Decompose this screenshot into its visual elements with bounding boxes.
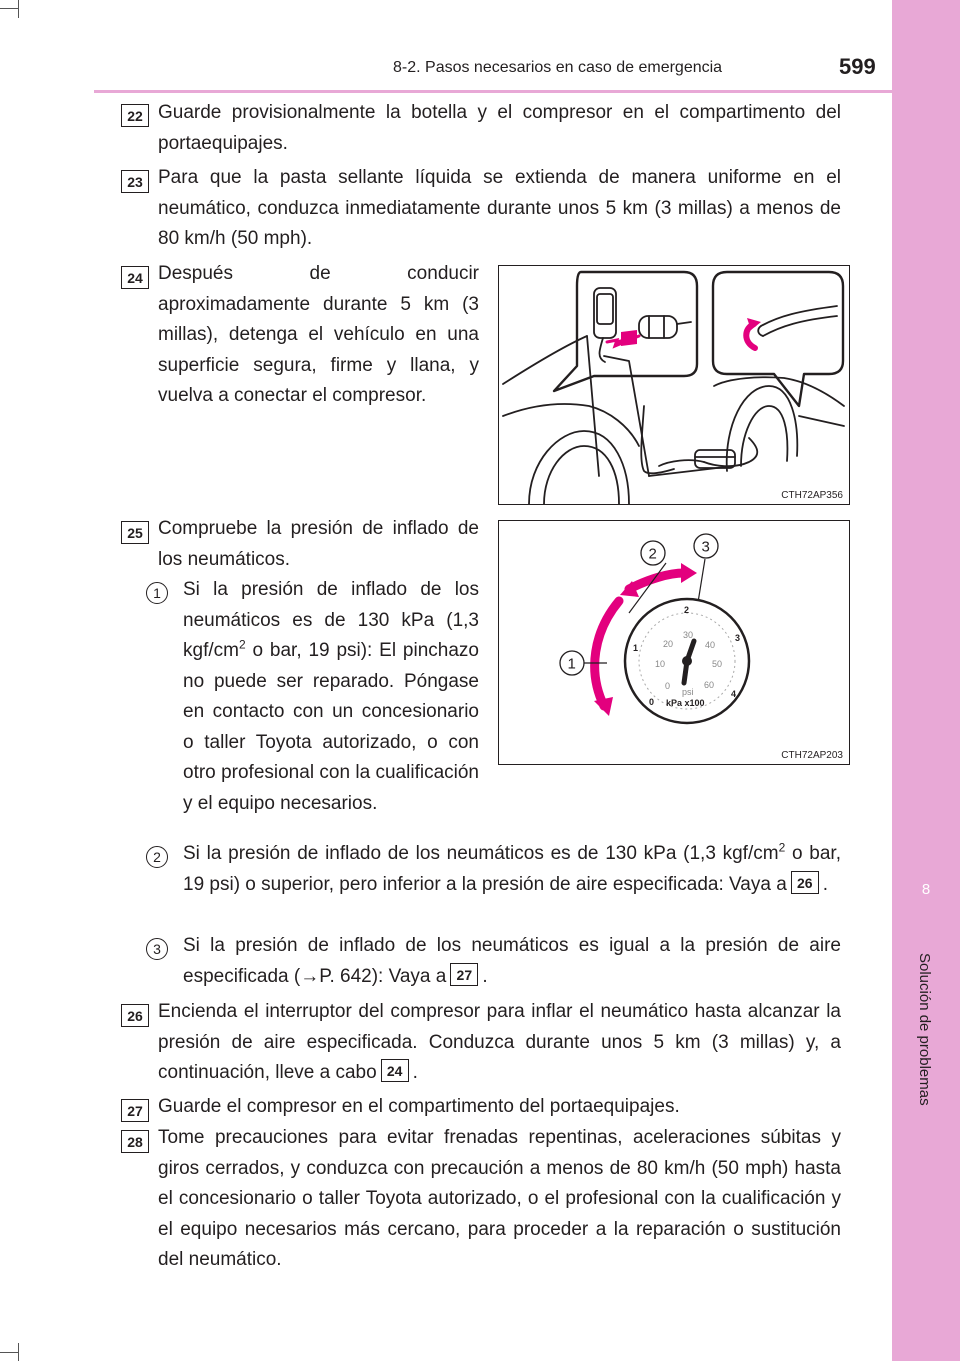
sub-step-1-text [183, 575, 479, 819]
pressure-gauge-illustration [499, 521, 849, 764]
step-badge-27: 27 [121, 1099, 149, 1122]
gauge-unit-kpa: kPa x100 [666, 698, 705, 708]
sub-step-2-text-a: Si la presión de inflado de los neumáticos es de 130 kPa (1,3 kgf/cm [183, 843, 779, 864]
sub-step-2-text-b: o bar, 19 psi) o superior, pero inferior a la presión de aire especificada: Vaya a [183, 843, 841, 895]
sub-step-number-2: 2 [146, 846, 168, 868]
callout-1: 1 [567, 655, 576, 673]
figure-compressor-connection [498, 265, 850, 505]
gauge-outer-label: 3 [735, 633, 741, 643]
superscript: 2 [238, 637, 246, 652]
step-reference-26[interactable]: 26 [791, 871, 819, 894]
chapter-number: 8 [921, 881, 931, 898]
step-27-text: Guarde el compresor en el compartimento del portaequipajes. [158, 1096, 680, 1117]
step-24-text: Después de conducir aproximadamente durante 5 km (3 millas), detenga el vehículo en una superficie segura, firme y llana, y vuelva a conectar el compresor. [158, 263, 479, 406]
gauge-inner-label: 0 [665, 681, 671, 691]
sub-step-3-text-c: . [482, 965, 488, 987]
crop-mark [18, 0, 19, 18]
gauge-outer-label: 4 [731, 689, 737, 699]
gauge-inner-label: 40 [705, 640, 716, 650]
header-rule [94, 90, 892, 93]
step-26-text [158, 997, 841, 1089]
sub-step-number-1: 1 [146, 582, 168, 604]
gauge-inner-label: 20 [663, 639, 674, 649]
car-compressor-illustration [499, 266, 849, 504]
gauge-outer-label: 1 [633, 643, 639, 653]
superscript: 2 [778, 840, 786, 855]
step-25-text: Compruebe la presión de inflado de los neumáticos. [158, 518, 479, 570]
step-badge-26: 26 [121, 1004, 149, 1027]
step-26-text-a: Encienda el interruptor del compresor para inflar el neumático hasta alcanzar la presión de aire especificada. Conduzca durante unos 5 km (3 millas) y, a continuación, lleve a cabo [158, 1001, 841, 1083]
crop-mark [0, 8, 18, 9]
step-badge-24: 24 [121, 266, 149, 289]
crop-mark [0, 1352, 18, 1353]
sub-step-3-text-a: Si la presión de inflado de los neumáticos es igual a la presión de aire especificada ( [183, 935, 841, 987]
sub-step-2-text-c: . [822, 873, 829, 895]
figure-pressure-gauge [498, 520, 850, 765]
step-26-text-b: . [412, 1062, 418, 1083]
step-22-text: Guarde provisionalmente la botella y el compresor en el compartimento del portaequipajes. [158, 102, 841, 154]
chapter-title-wrap [914, 953, 938, 1143]
callout-2: 2 [648, 545, 657, 563]
step-28-text: Tome precauciones para evitar frenadas repentinas, aceleraciones súbitas y giros cerrados, y conduzca con precaución a menos de 80 km/h (50 mph) hasta el concesionario o taller Toyota autorizado, o el profesional con la cualificación y el equipo necesarios más cercano, para proceder a la reparación o sustitución del neumático. [158, 1127, 841, 1270]
arrow-glyph: → [300, 965, 320, 987]
chapter-side-tab [892, 0, 960, 1361]
step-reference-24[interactable]: 24 [381, 1059, 409, 1082]
gauge-outer-label: 0 [649, 697, 655, 707]
sub-step-3-text-b: P. 642): Vaya a [319, 965, 447, 987]
gauge-inner-label: 60 [704, 680, 715, 690]
sub-step-number-3: 3 [146, 938, 168, 960]
step-23-text: Para que la pasta sellante líquida se extienda de manera uniforme en el neumático, conduzca inmediatamente durante unos 5 km (3 millas) a menos de 80 km/h (50 mph). [158, 167, 841, 249]
figure-code: CTH72AP203 [781, 750, 843, 761]
section-title: 8-2. Pasos necesarios en caso de emergencia [393, 59, 723, 76]
step-badge-22: 22 [121, 104, 149, 127]
arrow-range-1 [595, 601, 619, 706]
sub-step-2-text [183, 839, 841, 900]
callout-3: 3 [701, 538, 710, 556]
figure-code: CTH72AP356 [781, 490, 843, 501]
step-badge-25: 25 [121, 521, 149, 544]
sub-step-3-text [183, 931, 841, 992]
step-badge-28: 28 [121, 1130, 149, 1153]
crop-mark [18, 1343, 19, 1361]
step-reference-27[interactable]: 27 [450, 963, 478, 986]
chapter-title: Solución de problemas [916, 953, 933, 1106]
sub-step-1-text-b: o bar, 19 psi): El pinchazo no puede ser reparado. Póngase en contacto con un concesionario o taller Toyota autorizado, o con otro profesional con la cualificación y el equipo necesarios. [183, 640, 479, 814]
gauge-outer-label: 2 [684, 605, 690, 615]
step-badge-23: 23 [121, 170, 149, 193]
gauge-inner-label: 30 [683, 630, 694, 640]
page-number: 599 [839, 54, 876, 79]
gauge-inner-label: 50 [712, 659, 723, 669]
sub-step-1-text-a: Si la presión de inflado de los neumáticos es de 130 kPa (1,3 kgf/cm [183, 579, 479, 661]
gauge-inner-label: 10 [655, 659, 666, 669]
gauge-unit-psi: psi [682, 687, 694, 697]
